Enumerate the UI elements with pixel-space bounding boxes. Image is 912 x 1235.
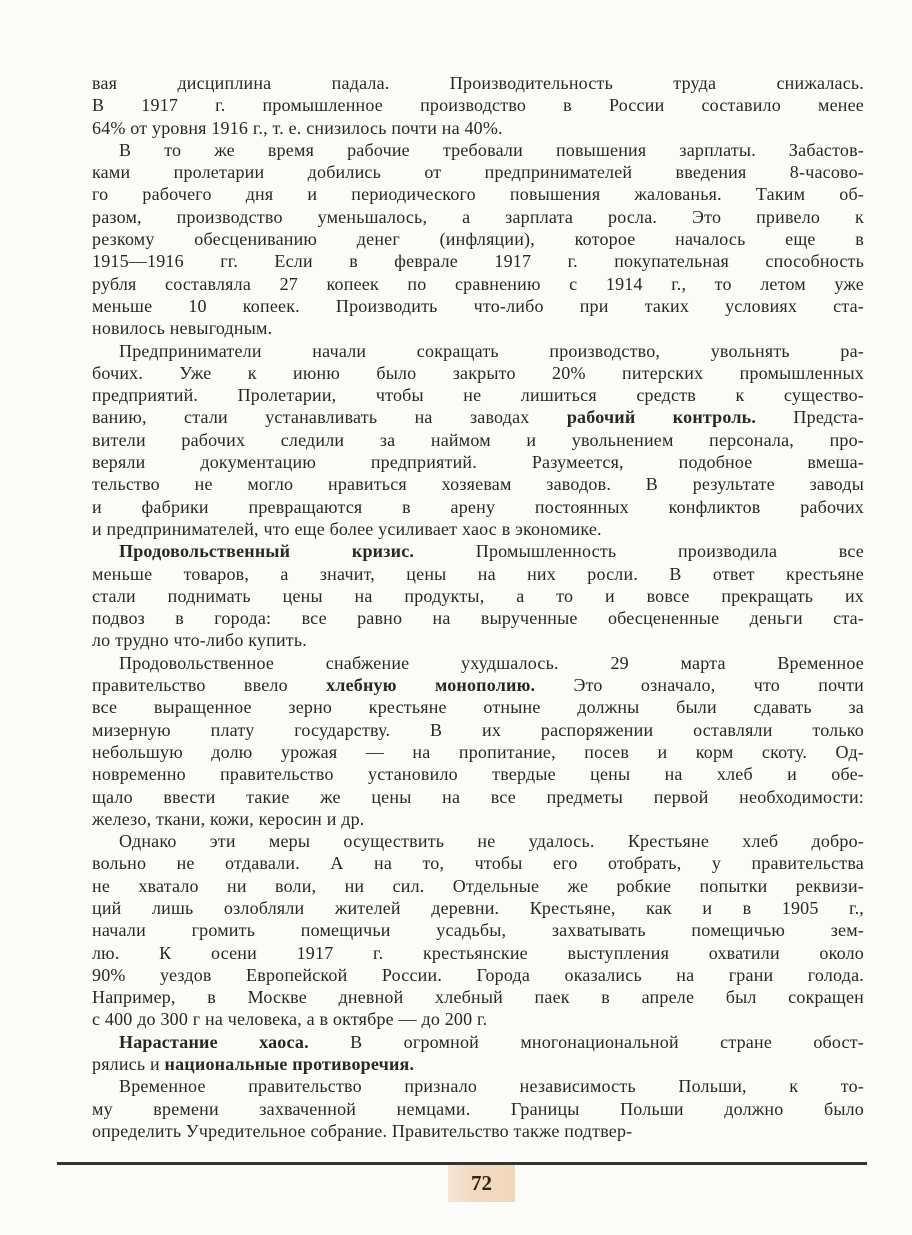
text-run: Предста- bbox=[756, 407, 864, 428]
text-run: железо, ткани, кожи, керосин и др. bbox=[92, 808, 365, 829]
text-line bbox=[92, 228, 864, 250]
text-line bbox=[92, 585, 864, 607]
text-line bbox=[92, 206, 864, 228]
text-run: ло трудно что-либо купить. bbox=[92, 630, 307, 651]
text-run: В 1917 г. промышленное производство в России составило менее bbox=[92, 95, 864, 116]
text-run: 64% от уровня 1916 г., т. е. снизилось почти на 40%. bbox=[92, 117, 503, 138]
text-run: рубля составляла 27 копеек по сравнению с 1914 г., то летом уже bbox=[92, 273, 864, 294]
text-run: 1915—1916 гг. Если в феврале 1917 г. покупательная способность bbox=[92, 251, 864, 272]
text-line bbox=[92, 540, 864, 562]
text-run: Предприниматели начали сокращать производство, увольнять ра- bbox=[119, 340, 864, 361]
text-run: 90% уездов Европейской России. Города оказались на грани голода. bbox=[92, 964, 864, 985]
text-run: с 400 до 300 г на человека, а в октябре — до 200 г. bbox=[92, 1009, 488, 1030]
text-run: все выращенное зерно крестьяне отныне должны были сдавать за bbox=[92, 697, 864, 718]
bold-term: национальные противоречия. bbox=[164, 1054, 415, 1075]
text-line bbox=[92, 518, 864, 540]
text-run: вители рабочих следили за наймом и увольнением персонала, про- bbox=[92, 429, 864, 450]
text-line bbox=[92, 295, 864, 317]
text-run: рялись и bbox=[92, 1054, 165, 1075]
text-line bbox=[92, 451, 864, 473]
text-line bbox=[92, 384, 864, 406]
text-run: меньше 10 копеек. Производить что-либо при таких условиях ста- bbox=[92, 295, 864, 316]
text-run: меньше товаров, а значит, цены на них росли. В ответ крестьяне bbox=[92, 563, 864, 584]
text-line bbox=[92, 763, 864, 785]
text-run: разом, производство уменьшалось, а зарплата росла. Это привело к bbox=[92, 206, 864, 227]
text-line bbox=[92, 852, 864, 874]
text-line bbox=[92, 161, 864, 183]
text-line bbox=[92, 1120, 864, 1142]
text-line bbox=[92, 674, 864, 696]
text-run: ками пролетарии добились от предпринимателей введения 8-часово- bbox=[92, 162, 864, 183]
text-run: определить Учредительное собрание. Правительство также подтвер- bbox=[92, 1120, 633, 1141]
text-line bbox=[92, 696, 864, 718]
text-run: правительство ввело bbox=[92, 675, 327, 696]
paragraph bbox=[92, 652, 864, 830]
text-line bbox=[92, 139, 864, 161]
text-run: небольшую долю урожая — на пропитание, посев и корм скоту. Од- bbox=[92, 741, 864, 762]
text-line bbox=[92, 1008, 864, 1030]
text-run: Например, в Москве дневной хлебный паек в апреле был сокращен bbox=[92, 987, 864, 1008]
paragraph bbox=[92, 139, 864, 340]
text-run: В то же время рабочие требовали повышения зарплаты. Забастов- bbox=[119, 139, 864, 160]
text-run: резкому обесцениванию денег (инфляции), которое началось еще в bbox=[92, 229, 864, 250]
text-line bbox=[92, 183, 864, 205]
text-run: бочих. Уже к июню было закрыто 20% питерских промышленных bbox=[92, 362, 864, 383]
text-run: тельство не могло нравиться хозяевам заводов. В результате заводы bbox=[92, 474, 864, 495]
text-run: начали громить помещичьи усадьбы, захватывать помещичью зем- bbox=[92, 920, 864, 941]
paragraph bbox=[92, 72, 864, 139]
text-run: ванию, стали устанавливать на заводах bbox=[92, 407, 567, 428]
text-run: мизерную плату государству. В их распоряжении оставляли только bbox=[92, 719, 864, 740]
text-run: Промышленность производила все bbox=[414, 541, 864, 562]
page-number-badge bbox=[448, 1165, 515, 1202]
text-line bbox=[92, 406, 864, 428]
text-run: лю. К осени 1917 г. крестьянские выступления охватили около bbox=[92, 942, 864, 963]
text-line bbox=[92, 1075, 864, 1097]
text-line bbox=[92, 362, 864, 384]
text-line bbox=[92, 919, 864, 941]
text-run: Однако эти меры осуществить не удалось. Крестьяне хлеб добро- bbox=[119, 831, 864, 852]
text-line bbox=[92, 117, 864, 139]
text-run: предприятий. Пролетарии, чтобы не лишиться средств к существо- bbox=[92, 385, 864, 406]
text-run: и фабрики превращаются в арену постоянных конфликтов рабочих bbox=[92, 496, 864, 517]
text-run: веряли документацию предприятий. Разумеется, подобное вмеша- bbox=[92, 452, 864, 473]
paragraph bbox=[92, 340, 864, 541]
text-line bbox=[92, 1098, 864, 1120]
text-block bbox=[92, 72, 864, 1142]
text-run: подвоз в города: все равно на вырученные обесцененные деньги ста- bbox=[92, 608, 864, 629]
bold-term: хлебную монополию. bbox=[326, 675, 536, 696]
bold-term: Нарастание хаоса. bbox=[119, 1031, 309, 1052]
text-line bbox=[92, 496, 864, 518]
text-line bbox=[92, 629, 864, 651]
text-line bbox=[92, 473, 864, 495]
text-line bbox=[92, 607, 864, 629]
text-line bbox=[92, 72, 864, 94]
paragraph bbox=[92, 830, 864, 1031]
paragraph bbox=[92, 540, 864, 651]
text-run: стали поднимать цены на продукты, а то и вовсе прекращать их bbox=[92, 585, 864, 606]
text-run: Это означало, что почти bbox=[535, 675, 864, 696]
text-line bbox=[92, 808, 864, 830]
text-line bbox=[92, 1053, 864, 1075]
text-line bbox=[92, 875, 864, 897]
text-run: щало ввести такие же цены на все предметы первой необходимости: bbox=[92, 786, 864, 807]
text-run: го рабочего дня и периодического повышения жалованья. Таким об- bbox=[92, 184, 864, 205]
text-line bbox=[92, 741, 864, 763]
page-number: 72 bbox=[471, 1171, 492, 1195]
text-line bbox=[92, 897, 864, 919]
text-line bbox=[92, 1031, 864, 1053]
paragraph bbox=[92, 1031, 864, 1076]
text-line bbox=[92, 786, 864, 808]
text-run: новилось невыгодным. bbox=[92, 318, 273, 339]
text-line bbox=[92, 317, 864, 339]
text-line bbox=[92, 340, 864, 362]
text-line bbox=[92, 94, 864, 116]
text-run: Временное правительство признало независимость Польши, к то- bbox=[119, 1076, 864, 1097]
text-line bbox=[92, 563, 864, 585]
text-line bbox=[92, 942, 864, 964]
text-run: и предпринимателей, что еще более усиливает хаос в экономике. bbox=[92, 518, 602, 539]
text-line bbox=[92, 652, 864, 674]
text-run: не хватало ни воли, ни сил. Отдельные же робкие попытки реквизи- bbox=[92, 875, 864, 896]
text-line bbox=[92, 250, 864, 272]
bold-term: рабочий контроль. bbox=[566, 407, 757, 428]
text-run: новременно правительство установило твердые цены на хлеб и обе- bbox=[92, 764, 864, 785]
text-run: ций лишь озлобляли жителей деревни. Крестьяне, как и в 1905 г., bbox=[92, 897, 864, 918]
text-line bbox=[92, 986, 864, 1008]
text-line bbox=[92, 830, 864, 852]
bold-term: Продовольственный кризис. bbox=[119, 541, 415, 562]
text-run: вольно не отдавали. А на то, чтобы его отобрать, у правительства bbox=[92, 853, 864, 874]
paragraph bbox=[92, 1075, 864, 1142]
text-run: В огромной многонациональной стране обост- bbox=[308, 1031, 865, 1052]
text-line bbox=[92, 719, 864, 741]
text-line bbox=[92, 429, 864, 451]
text-run: Продовольственное снабжение ухудшалось. 29 марта Временное bbox=[119, 652, 864, 673]
text-run: вая дисциплина падала. Производительность труда снижалась. bbox=[92, 73, 864, 93]
text-line bbox=[92, 273, 864, 295]
text-run: му времени захваченной немцами. Границы Польши должно было bbox=[92, 1098, 864, 1119]
text-line bbox=[92, 964, 864, 986]
